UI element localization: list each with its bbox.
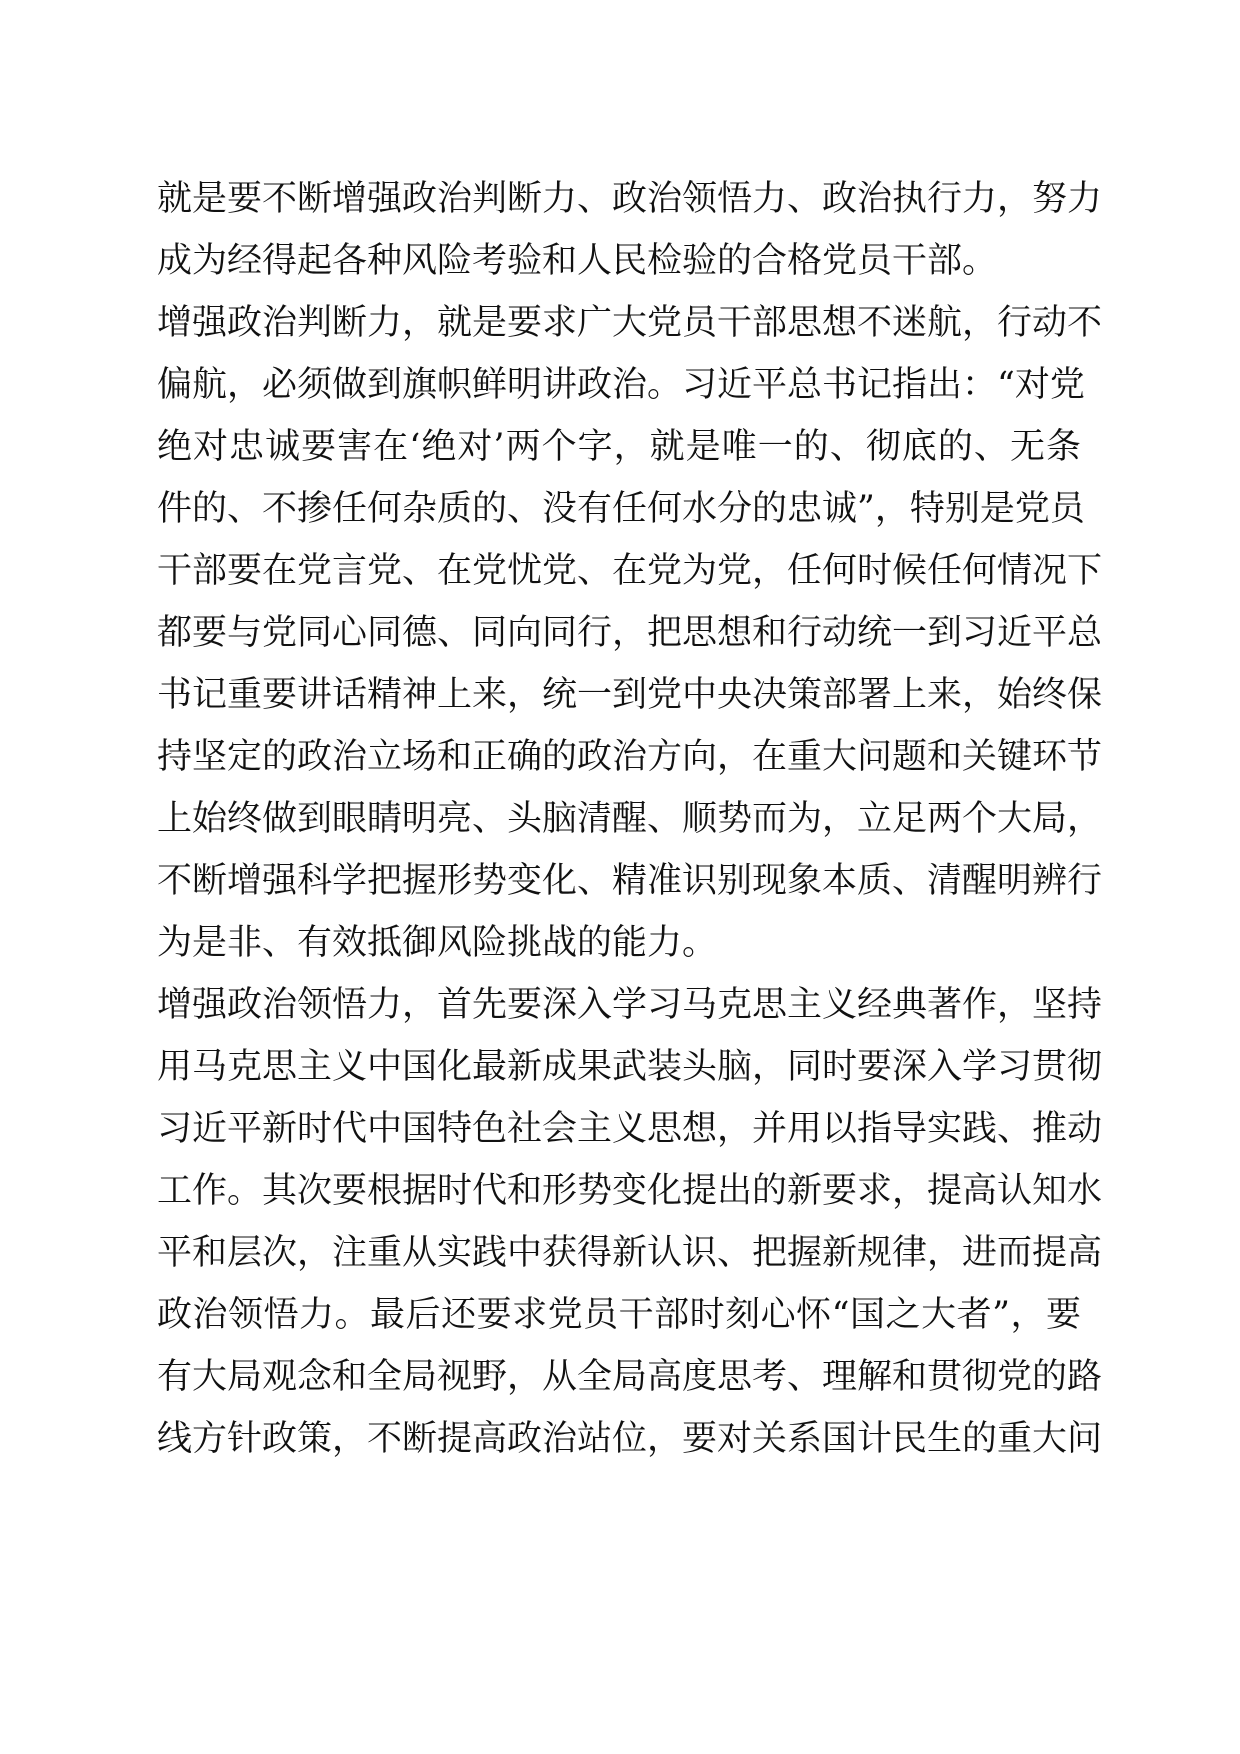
text-line: 书记重要讲话精神上来，统一到党中央决策部署上来，始终保 xyxy=(157,675,1103,715)
text-line: 工作。其次要根据时代和形势变化提出的新要求，提高认知水 xyxy=(157,1171,1103,1211)
text-line: 增强政治判断力，就是要求广大党员干部思想不迷航，行动不 xyxy=(157,303,1103,343)
document-body xyxy=(157,168,1103,1470)
text-line: 偏航，必须做到旗帜鲜明讲政治。习近平总书记指出：“对党 xyxy=(157,365,1085,405)
text-line: 线方针政策，不断提高政治站位，要对关系国计民生的重大问 xyxy=(157,1419,1103,1459)
text-line: 政治领悟力。最后还要求党员干部时刻心怀“国之大者”，要 xyxy=(157,1295,1081,1335)
text-line: 用马克思主义中国化最新成果武装头脑，同时要深入学习贯彻 xyxy=(157,1047,1103,1087)
text-line: 都要与党同心同德、同向同行，把思想和行动统一到习近平总 xyxy=(157,613,1103,653)
text-line: 为是非、有效抵御风险挑战的能力。 xyxy=(157,923,718,963)
text-line: 上始终做到眼睛明亮、头脑清醒、顺势而为，立足两个大局， xyxy=(157,799,1103,839)
text-line: 有大局观念和全局视野，从全局高度思考、理解和贯彻党的路 xyxy=(157,1357,1103,1397)
paragraph-2 xyxy=(157,292,1103,974)
paragraph-1 xyxy=(157,168,1103,292)
text-line: 平和层次，注重从实践中获得新认识、把握新规律，进而提高 xyxy=(157,1233,1103,1273)
text-line: 增强政治领悟力，首先要深入学习马克思主义经典著作，坚持 xyxy=(157,985,1103,1025)
text-line: 不断增强科学把握形势变化、精准识别现象本质、清醒明辨行 xyxy=(157,861,1103,901)
text-line: 绝对忠诚要害在‘绝对’两个字，就是唯一的、彻底的、无条 xyxy=(157,427,1081,467)
text-line: 就是要不断增强政治判断力、政治领悟力、政治执行力，努力 xyxy=(157,179,1103,219)
text-line: 件的、不掺任何杂质的、没有任何水分的忠诚”，特别是党员 xyxy=(157,489,1085,529)
paragraph-3 xyxy=(157,974,1103,1470)
text-line: 持坚定的政治立场和正确的政治方向，在重大问题和关键环节 xyxy=(157,737,1103,777)
text-line: 成为经得起各种风险考验和人民检验的合格党员干部。 xyxy=(157,241,998,281)
text-line: 习近平新时代中国特色社会主义思想，并用以指导实践、推动 xyxy=(157,1109,1103,1149)
text-line: 干部要在党言党、在党忧党、在党为党，任何时候任何情况下 xyxy=(157,551,1103,591)
